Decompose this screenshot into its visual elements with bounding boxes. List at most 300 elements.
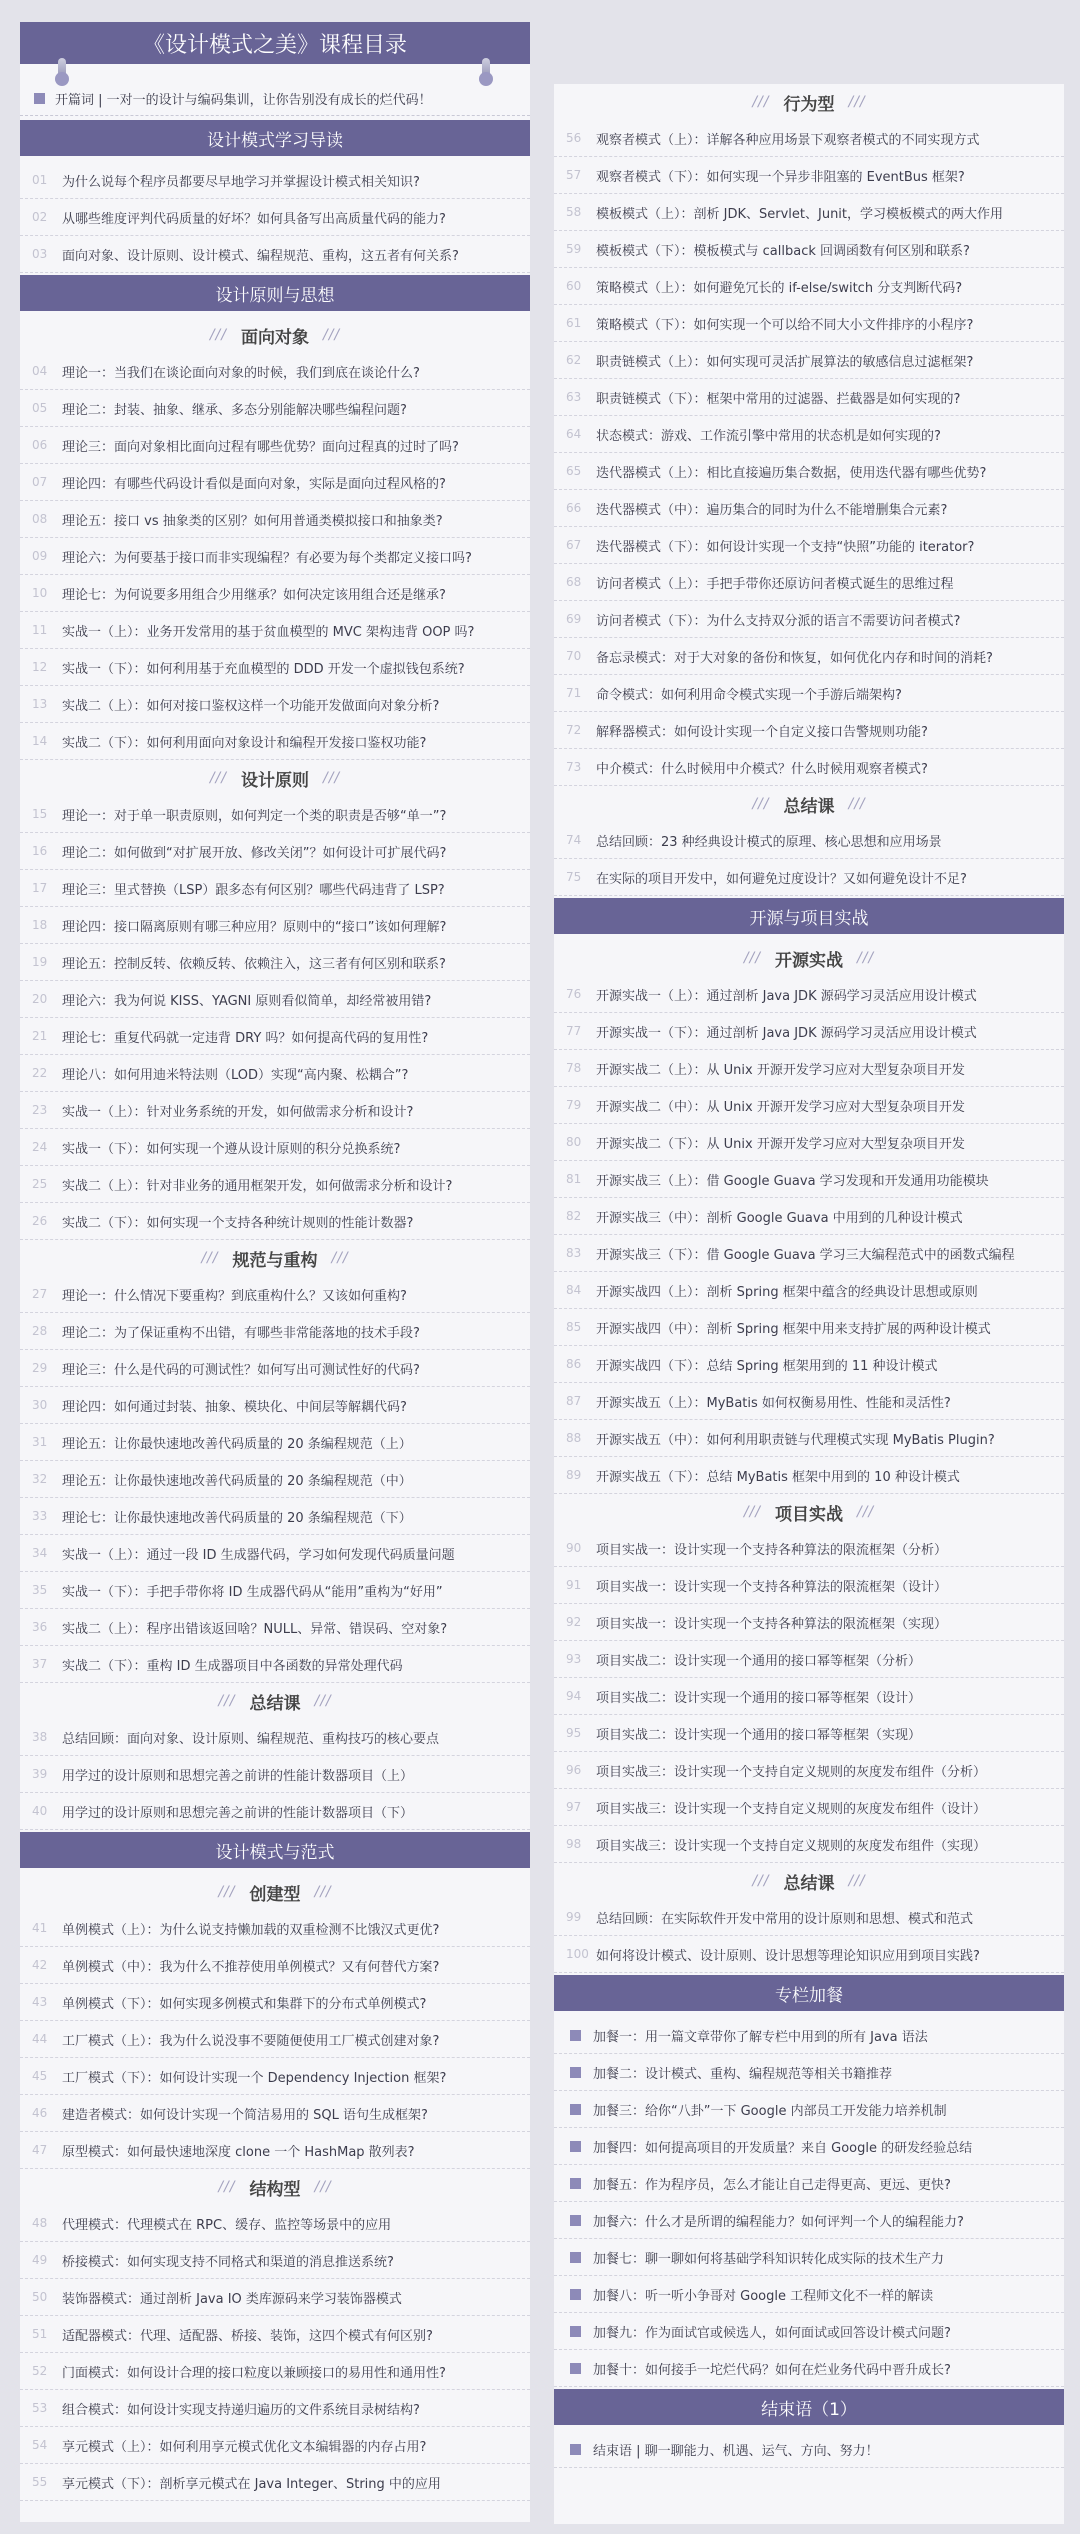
lesson-number: 79: [566, 1098, 582, 1112]
lesson-item[interactable]: [554, 1604, 1064, 1641]
extra-item[interactable]: [554, 2202, 1064, 2239]
lesson-title: 理论五：接口 vs 抽象类的区别？如何用普通类模拟接口和抽象类?: [62, 513, 443, 529]
lesson-item[interactable]: [20, 1756, 530, 1793]
lesson-number: 71: [566, 686, 582, 700]
lesson-title: 如何将设计模式、设计原则、设计思想等理论知识应用到项目实践?: [596, 1948, 980, 1964]
lesson-item[interactable]: [20, 686, 530, 723]
lesson-item[interactable]: [20, 390, 530, 427]
extra-item-wrap: [554, 2239, 1064, 2276]
lesson-number: 48: [32, 2216, 48, 2230]
lesson-item[interactable]: [554, 1124, 1064, 1161]
lesson-title: 理论三：什么是代码的可测试性？如何写出可测试性好的代码?: [62, 1362, 420, 1378]
lesson-item[interactable]: [554, 1715, 1064, 1752]
lesson-title: 开源实战五（下）：总结 MyBatis 框架中用到的 10 种设计模式: [596, 1469, 960, 1485]
subsection-header: [20, 1874, 530, 1910]
lesson-item[interactable]: [554, 1826, 1064, 1863]
extra-item-wrap: [554, 2128, 1064, 2165]
lesson-title: 观察者模式（上）：详解各种应用场景下观察者模式的不同实现方式: [596, 132, 980, 148]
lesson-number: 32: [32, 1472, 48, 1486]
lesson-number: 100: [566, 1947, 589, 1961]
slash-decoration-icon: ///: [209, 770, 227, 786]
square-bullet-icon: [570, 2326, 581, 2337]
lesson-number: 56: [566, 131, 582, 145]
lesson-item[interactable]: [20, 1203, 530, 1240]
lesson-item[interactable]: [554, 342, 1064, 379]
lesson-number: 91: [566, 1578, 582, 1592]
extra-item-wrap: [554, 2276, 1064, 2313]
slash-decoration-icon: ///: [314, 1693, 332, 1709]
lesson-title: 为什么说每个程序员都要尽早地学习并掌握设计模式相关知识?: [62, 174, 420, 190]
lesson-number: 24: [32, 1140, 48, 1154]
lesson-item[interactable]: [554, 1678, 1064, 1715]
lesson-item[interactable]: [20, 1424, 530, 1461]
lesson-title: 总结回顾：23 种经典设计模式的原理、核心思想和应用场景: [596, 834, 942, 850]
lesson-number: 84: [566, 1283, 582, 1297]
lesson-title: 解释器模式：如何设计实现一个自定义接口告警规则功能?: [596, 724, 928, 740]
extra-item[interactable]: [554, 2239, 1064, 2276]
lesson-number: 10: [32, 586, 48, 600]
lesson-item[interactable]: [554, 1420, 1064, 1457]
lesson-item[interactable]: [20, 1947, 530, 1984]
lesson-item[interactable]: [20, 1018, 530, 1055]
lesson-item[interactable]: [20, 2242, 530, 2279]
lesson-item[interactable]: [20, 1498, 530, 1535]
lesson-title: 项目实战二：设计实现一个通用的接口幂等框架（实现）: [596, 1727, 922, 1743]
lesson-number: 82: [566, 1209, 582, 1223]
lesson-item[interactable]: [554, 1567, 1064, 1604]
lesson-title: 职责链模式（下）：框架中常用的过滤器、拦截器是如何实现的?: [596, 391, 961, 407]
lesson-number: 28: [32, 1324, 48, 1338]
lesson-item[interactable]: [554, 601, 1064, 638]
lesson-title: 开源实战四（下）：总结 Spring 框架用到的 11 种设计模式: [596, 1358, 938, 1374]
lesson-item[interactable]: [20, 1313, 530, 1350]
lesson-title: 门面模式：如何设计合理的接口粒度以兼顾接口的易用性和通用性?: [62, 2365, 446, 2381]
lesson-item[interactable]: [554, 305, 1064, 342]
lesson-item[interactable]: [20, 1646, 530, 1683]
extra-item[interactable]: [554, 2054, 1064, 2091]
lesson-title: 理论一：对于单一职责原则，如何判定一个类的职责是否够“单一”?: [62, 808, 447, 824]
lesson-number: 77: [566, 1024, 582, 1038]
lesson-number: 58: [566, 205, 582, 219]
lesson-title: 理论六：为何要基于接口而非实现编程？有必要为每个类都定义接口吗?: [62, 550, 472, 566]
lesson-title: 实战二（上）：如何对接口鉴权这样一个功能开发做面向对象分析?: [62, 698, 440, 714]
lesson-item[interactable]: [20, 1910, 530, 1947]
lesson-title: 理论六：我为何说 KISS、YAGNI 原则看似简单，却经常被用错?: [62, 993, 432, 1009]
lesson-item[interactable]: [20, 1387, 530, 1424]
lesson-item[interactable]: [20, 1984, 530, 2021]
lesson-number: 16: [32, 844, 48, 858]
lesson-item[interactable]: [20, 2095, 530, 2132]
lesson-item[interactable]: [20, 575, 530, 612]
lesson-title: 理论五：让你最快速地改善代码质量的 20 条编程规范（上）: [62, 1436, 412, 1452]
lesson-item[interactable]: [554, 564, 1064, 601]
lesson-title: 实战一（下）：如何实现一个遵从设计原则的积分兑换系统?: [62, 1141, 401, 1157]
lesson-item[interactable]: [20, 199, 530, 236]
lesson-number: 87: [566, 1394, 582, 1408]
lesson-item[interactable]: [554, 1530, 1064, 1567]
lesson-title: 桥接模式：如何实现支持不同格式和渠道的消息推送系统?: [62, 2254, 394, 2270]
lesson-title: 理论四：如何通过封装、抽象、模块化、中间层等解耦代码?: [62, 1399, 407, 1415]
lesson-item[interactable]: [554, 527, 1064, 564]
lesson-item[interactable]: [554, 1641, 1064, 1678]
extra-item[interactable]: [554, 2017, 1064, 2054]
square-bullet-icon: [570, 2104, 581, 2115]
lesson-item[interactable]: [20, 2353, 530, 2390]
square-bullet-icon: [570, 2067, 581, 2078]
lesson-item[interactable]: [554, 749, 1064, 786]
lesson-number: 55: [32, 2475, 48, 2489]
lesson-number: 88: [566, 1431, 582, 1445]
square-bullet-icon: [570, 2289, 581, 2300]
extra-item[interactable]: [554, 2165, 1064, 2202]
lesson-item[interactable]: [554, 675, 1064, 712]
lesson-title: 项目实战三：设计实现一个支持自定义规则的灰度发布组件（分析）: [596, 1764, 987, 1780]
lesson-title: 项目实战三：设计实现一个支持自定义规则的灰度发布组件（实现）: [596, 1838, 987, 1854]
lesson-title: 工厂模式（上）：我为什么说没事不要随便使用工厂模式创建对象?: [62, 2033, 440, 2049]
slash-decoration-icon: ///: [218, 1884, 236, 1900]
lesson-number: 53: [32, 2401, 48, 2415]
lesson-title: 实战一（上）：针对业务系统的开发，如何做需求分析和设计?: [62, 1104, 414, 1120]
lesson-item[interactable]: [554, 157, 1064, 194]
lesson-title: 理论七：为何说要多用组合少用继承？如何决定该用组合还是继承?: [62, 587, 446, 603]
lesson-title: 从哪些维度评判代码质量的好坏？如何具备写出高质量代码的能力?: [62, 211, 446, 227]
lesson-item[interactable]: [20, 1129, 530, 1166]
lesson-item[interactable]: [20, 1535, 530, 1572]
lesson-item[interactable]: [554, 712, 1064, 749]
item-title: 加餐一：用一篇文章带你了解专栏中用到的所有 Java 语法: [593, 2029, 928, 2045]
lesson-item[interactable]: [20, 2390, 530, 2427]
lesson-title: 理论四：接口隔离原则有哪三种应用？原则中的“接口”该如何理解?: [62, 919, 447, 935]
lesson-number: 19: [32, 955, 48, 969]
lesson-number: 36: [32, 1620, 48, 1634]
lesson-title: 单例模式（上）：为什么说支持懒加载的双重检测不比饿汉式更优?: [62, 1922, 440, 1938]
lesson-title: 项目实战二：设计实现一个通用的接口幂等框架（设计）: [596, 1690, 922, 1706]
lesson-title: 备忘录模式：对于大对象的备份和恢复，如何优化内存和时间的消耗?: [596, 650, 993, 666]
lesson-title: 观察者模式（下）：如何实现一个异步非阻塞的 EventBus 框架?: [596, 169, 965, 185]
lesson-item[interactable]: [554, 1936, 1064, 1973]
lesson-number: 07: [32, 475, 48, 489]
lesson-number: 17: [32, 881, 48, 895]
lesson-item[interactable]: [554, 1050, 1064, 1087]
lesson-number: 50: [32, 2290, 48, 2304]
lesson-number: 06: [32, 438, 48, 452]
square-bullet-icon: [34, 93, 45, 104]
binder-rings: [20, 64, 530, 82]
lesson-title: 工厂模式（下）：如何设计实现一个 Dependency Injection 框架?: [62, 2070, 447, 2086]
slash-decoration-icon: ///: [314, 1884, 332, 1900]
lesson-title: 策略模式（下）：如何实现一个可以给不同大小文件排序的小程序?: [596, 317, 974, 333]
lesson-item[interactable]: [20, 723, 530, 760]
lesson-number: 99: [566, 1910, 582, 1924]
item-title: 加餐九：作为面试官或候选人，如何面试或回答设计模式问题?: [593, 2325, 951, 2341]
lesson-item[interactable]: [554, 453, 1064, 490]
lesson-number: 37: [32, 1657, 48, 1671]
lesson-title: 理论五：控制反转、依赖反转、依赖注入，这三者有何区别和联系?: [62, 956, 446, 972]
lesson-item[interactable]: [554, 231, 1064, 268]
lesson-number: 73: [566, 760, 582, 774]
lesson-title: 状态模式：游戏、工作流引擎中常用的状态机是如何实现的?: [596, 428, 941, 444]
lesson-number: 67: [566, 538, 582, 552]
lesson-title: 实战二（下）：重构 ID 生成器项目中各函数的异常处理代码: [62, 1658, 403, 1674]
lesson-number: 98: [566, 1837, 582, 1851]
lesson-title: 装饰器模式：通过剖析 Java IO 类库源码来学习装饰器模式: [62, 2291, 402, 2307]
lesson-item[interactable]: [554, 194, 1064, 231]
lesson-title: 模板模式（下）：模板模式与 callback 回调函数有何区别和联系?: [596, 243, 970, 259]
lesson-item[interactable]: [20, 612, 530, 649]
lesson-title: 理论七：重复代码就一定违背 DRY 吗？如何提高代码的复用性?: [62, 1030, 429, 1046]
item-title: 结束语 | 聊一聊能力、机遇、运气、方向、努力！: [593, 2443, 879, 2459]
lesson-item[interactable]: [20, 2279, 530, 2316]
lesson-number: 42: [32, 1958, 48, 1972]
lesson-title: 理论三：里式替换（LSP）跟多态有何区别？哪些代码违背了 LSP?: [62, 882, 445, 898]
lesson-number: 63: [566, 390, 582, 404]
square-bullet-icon: [570, 2030, 581, 2041]
subsection-header: [20, 317, 530, 353]
lesson-number: 66: [566, 501, 582, 515]
right-column: [554, 84, 1064, 2524]
lesson-title: 开源实战四（上）：剖析 Spring 框架中蕴含的经典设计思想或原则: [596, 1284, 978, 1300]
lesson-item[interactable]: [554, 1309, 1064, 1346]
lesson-item[interactable]: [20, 2316, 530, 2353]
item-title: 加餐六：什么才是所谓的编程能力？如何评判一个人的编程能力?: [593, 2214, 964, 2230]
subsection-header: [554, 1494, 1064, 1530]
lesson-number: 25: [32, 1177, 48, 1191]
section-header: 结束语（1）: [554, 2389, 1064, 2425]
lesson-item[interactable]: [20, 162, 530, 199]
lesson-item[interactable]: [20, 1350, 530, 1387]
lesson-item[interactable]: [554, 120, 1064, 157]
lesson-number: 47: [32, 2143, 48, 2157]
lesson-title: 项目实战二：设计实现一个通用的接口幂等框架（分析）: [596, 1653, 922, 1669]
lesson-number: 54: [32, 2438, 48, 2452]
lesson-title: 项目实战三：设计实现一个支持自定义规则的灰度发布组件（设计）: [596, 1801, 987, 1817]
lesson-title: 理论七：让你最快速地改善代码质量的 20 条编程规范（下）: [62, 1510, 412, 1526]
subsection-header: [20, 2169, 530, 2205]
lesson-number: 22: [32, 1066, 48, 1080]
lesson-item[interactable]: [20, 2021, 530, 2058]
lesson-title: 理论二：为了保证重构不出错，有哪些非常能落地的技术手段?: [62, 1325, 420, 1341]
lesson-number: 41: [32, 1921, 48, 1935]
lesson-title: 实战一（下）：手把手带你将 ID 生成器代码从“能用”重构为“好用”: [62, 1584, 443, 1600]
extra-item-wrap: [554, 2313, 1064, 2350]
lesson-number: 69: [566, 612, 582, 626]
lesson-item[interactable]: [20, 501, 530, 538]
lesson-item[interactable]: [20, 353, 530, 390]
slash-decoration-icon: ///: [752, 1873, 770, 1889]
lesson-number: 18: [32, 918, 48, 932]
lesson-title: 总结回顾：面向对象、设计原则、编程规范、重构技巧的核心要点: [62, 1731, 440, 1747]
section-header: 专栏加餐: [554, 1975, 1064, 2011]
extra-item-wrap: [554, 2054, 1064, 2091]
lesson-item[interactable]: [20, 796, 530, 833]
square-bullet-icon: [570, 2252, 581, 2263]
item-title: 加餐三：给你“八卦”一下 Google 内部员工开发能力培养机制: [593, 2103, 947, 2119]
lesson-item[interactable]: [20, 1609, 530, 1646]
lesson-item[interactable]: [554, 268, 1064, 305]
lesson-title: 单例模式（下）：如何实现多例模式和集群下的分布式单例模式?: [62, 1996, 427, 2012]
lesson-item[interactable]: [554, 1161, 1064, 1198]
lesson-title: 开源实战四（中）：剖析 Spring 框架中用来支持扩展的两种设计模式: [596, 1321, 991, 1337]
lesson-number: 90: [566, 1541, 582, 1555]
section-header: 设计模式学习导读: [20, 120, 530, 156]
lesson-item[interactable]: [554, 1235, 1064, 1272]
lesson-title: 迭代器模式（上）：相比直接遍历集合数据，使用迭代器有哪些优势?: [596, 465, 987, 481]
lesson-title: 理论八：如何用迪米特法则（LOD）实现“高内聚、松耦合”?: [62, 1067, 409, 1083]
lesson-item[interactable]: [554, 1383, 1064, 1420]
lesson-item[interactable]: [20, 981, 530, 1018]
lesson-item[interactable]: [20, 1461, 530, 1498]
subsection-label: 总结课: [783, 1873, 835, 1894]
lesson-item[interactable]: [20, 1572, 530, 1609]
lesson-item[interactable]: [20, 464, 530, 501]
preface-item[interactable]: [20, 82, 530, 116]
lesson-item[interactable]: [20, 649, 530, 686]
lesson-item[interactable]: [554, 1272, 1064, 1309]
lesson-number: 38: [32, 1730, 48, 1744]
square-bullet-icon: [570, 2215, 581, 2226]
lesson-item[interactable]: [20, 907, 530, 944]
lesson-number: 14: [32, 734, 48, 748]
lesson-item[interactable]: [20, 870, 530, 907]
lesson-title: 用学过的设计原则和思想完善之前讲的性能计数器项目（下）: [62, 1805, 414, 1821]
lesson-item[interactable]: [20, 2058, 530, 2095]
lesson-item[interactable]: [20, 1166, 530, 1203]
extra-item[interactable]: [554, 2431, 1064, 2468]
lesson-number: 62: [566, 353, 582, 367]
extra-item-wrap: [554, 2165, 1064, 2202]
lesson-item[interactable]: [20, 538, 530, 575]
lesson-number: 89: [566, 1468, 582, 1482]
subsection-label: 行为型: [783, 94, 835, 115]
lesson-title: 访问者模式（上）：手把手带你还原访问者模式诞生的思维过程: [596, 576, 954, 592]
lesson-item[interactable]: [20, 427, 530, 464]
lesson-item[interactable]: [20, 236, 530, 273]
lesson-title: 实战一（上）：业务开发常用的基于贫血模型的 MVC 架构违背 OOP 吗?: [62, 624, 475, 640]
square-bullet-icon: [570, 2363, 581, 2374]
lesson-item[interactable]: [20, 1276, 530, 1313]
subsection-header: [554, 1863, 1064, 1899]
lesson-item[interactable]: [20, 2205, 530, 2242]
extra-item[interactable]: [554, 2313, 1064, 2350]
lesson-number: 33: [32, 1509, 48, 1523]
lesson-item[interactable]: [554, 976, 1064, 1013]
lesson-number: 30: [32, 1398, 48, 1412]
item-title: 加餐八：听一听小争哥对 Google 工程师文化不一样的解读: [593, 2288, 934, 2304]
lesson-item[interactable]: [554, 859, 1064, 896]
lesson-number: 60: [566, 279, 582, 293]
lesson-item[interactable]: [20, 1092, 530, 1129]
lesson-number: 86: [566, 1357, 582, 1371]
lesson-number: 61: [566, 316, 582, 330]
lesson-item[interactable]: [20, 1055, 530, 1092]
lesson-title: 策略模式（上）：如何避免冗长的 if-else/switch 分支判断代码?: [596, 280, 963, 296]
lesson-title: 理论二：如何做到“对扩展开放、修改关闭”？如何设计可扩展代码?: [62, 845, 447, 861]
lesson-title: 理论五：让你最快速地改善代码质量的 20 条编程规范（中）: [62, 1473, 412, 1489]
lesson-title: 在实际的项目开发中，如何避免过度设计？又如何避免设计不足?: [596, 871, 967, 887]
lesson-item[interactable]: [20, 2464, 530, 2501]
section-header: 开源与项目实战: [554, 898, 1064, 934]
lesson-item[interactable]: [554, 638, 1064, 675]
lesson-number: 29: [32, 1361, 48, 1375]
lesson-number: 80: [566, 1135, 582, 1149]
lesson-item[interactable]: [20, 1719, 530, 1756]
subsection-label: 总结课: [783, 796, 835, 817]
lesson-title: 项目实战一：设计实现一个支持各种算法的限流框架（设计）: [596, 1579, 948, 1595]
slash-decoration-icon: ///: [857, 950, 875, 966]
lesson-title: 理论一：什么情况下要重构？到底重构什么？又该如何重构?: [62, 1288, 407, 1304]
lesson-item[interactable]: [20, 2132, 530, 2169]
lesson-number: 31: [32, 1435, 48, 1449]
slash-decoration-icon: ///: [848, 1873, 866, 1889]
slash-decoration-icon: ///: [209, 327, 227, 343]
lesson-item[interactable]: [554, 1789, 1064, 1826]
extra-item[interactable]: [554, 2091, 1064, 2128]
lesson-title: 开源实战三（中）：剖析 Google Guava 中用到的几种设计模式: [596, 1210, 963, 1226]
lesson-title: 开源实战一（下）：通过剖析 Java JDK 源码学习灵活应用设计模式: [596, 1025, 977, 1041]
lesson-item[interactable]: [20, 2427, 530, 2464]
lesson-number: 04: [32, 364, 48, 378]
lesson-number: 11: [32, 623, 48, 637]
subsection-label: 项目实战: [775, 1504, 843, 1525]
lesson-item[interactable]: [554, 490, 1064, 527]
lesson-number: 75: [566, 870, 582, 884]
lesson-item[interactable]: [554, 1346, 1064, 1383]
lesson-item[interactable]: [554, 379, 1064, 416]
lesson-number: 12: [32, 660, 48, 674]
slash-decoration-icon: ///: [314, 2179, 332, 2195]
lesson-item[interactable]: [20, 833, 530, 870]
square-bullet-icon: [570, 2141, 581, 2152]
lesson-item[interactable]: [554, 1899, 1064, 1936]
lesson-item[interactable]: [554, 416, 1064, 453]
lesson-item[interactable]: [554, 1087, 1064, 1124]
lesson-number: 02: [32, 210, 48, 224]
slash-decoration-icon: ///: [218, 1693, 236, 1709]
lesson-number: 26: [32, 1214, 48, 1228]
lesson-item[interactable]: [20, 944, 530, 981]
lesson-number: 68: [566, 575, 582, 589]
lesson-title: 享元模式（下）：剖析享元模式在 Java Integer、String 中的应用: [62, 2476, 441, 2492]
extra-item-wrap: [554, 2350, 1064, 2387]
lesson-number: 35: [32, 1583, 48, 1597]
lesson-number: 23: [32, 1103, 48, 1117]
lesson-item[interactable]: [554, 1198, 1064, 1235]
lesson-item[interactable]: [554, 822, 1064, 859]
subsection-label: 设计原则: [241, 770, 309, 791]
extra-item-wrap: [554, 2091, 1064, 2128]
lesson-number: 81: [566, 1172, 582, 1186]
lesson-item[interactable]: [554, 1013, 1064, 1050]
item-title: 加餐二：设计模式、重构、编程规范等相关书籍推荐: [593, 2066, 893, 2082]
lesson-number: 45: [32, 2069, 48, 2083]
extra-item[interactable]: [554, 2128, 1064, 2165]
binder-ring-icon: [58, 58, 66, 80]
lesson-number: 96: [566, 1763, 582, 1777]
slash-decoration-icon: ///: [218, 2179, 236, 2195]
lesson-number: 94: [566, 1689, 582, 1703]
lesson-title: 实战二（下）：如何利用面向对象设计和编程开发接口鉴权功能?: [62, 735, 427, 751]
binder-ring-icon: [482, 58, 490, 80]
lesson-item[interactable]: [20, 1793, 530, 1830]
subsection-label: 规范与重构: [232, 1250, 318, 1271]
lesson-item[interactable]: [554, 1457, 1064, 1494]
extra-item[interactable]: [554, 2350, 1064, 2387]
lesson-title: 原型模式：如何最快速地深度 clone 一个 HashMap 散列表?: [62, 2144, 415, 2160]
lesson-title: 开源实战三（上）：借 Google Guava 学习发现和开发通用功能模块: [596, 1173, 989, 1189]
extra-item[interactable]: [554, 2276, 1064, 2313]
lesson-item[interactable]: [554, 1752, 1064, 1789]
lesson-number: 92: [566, 1615, 582, 1629]
